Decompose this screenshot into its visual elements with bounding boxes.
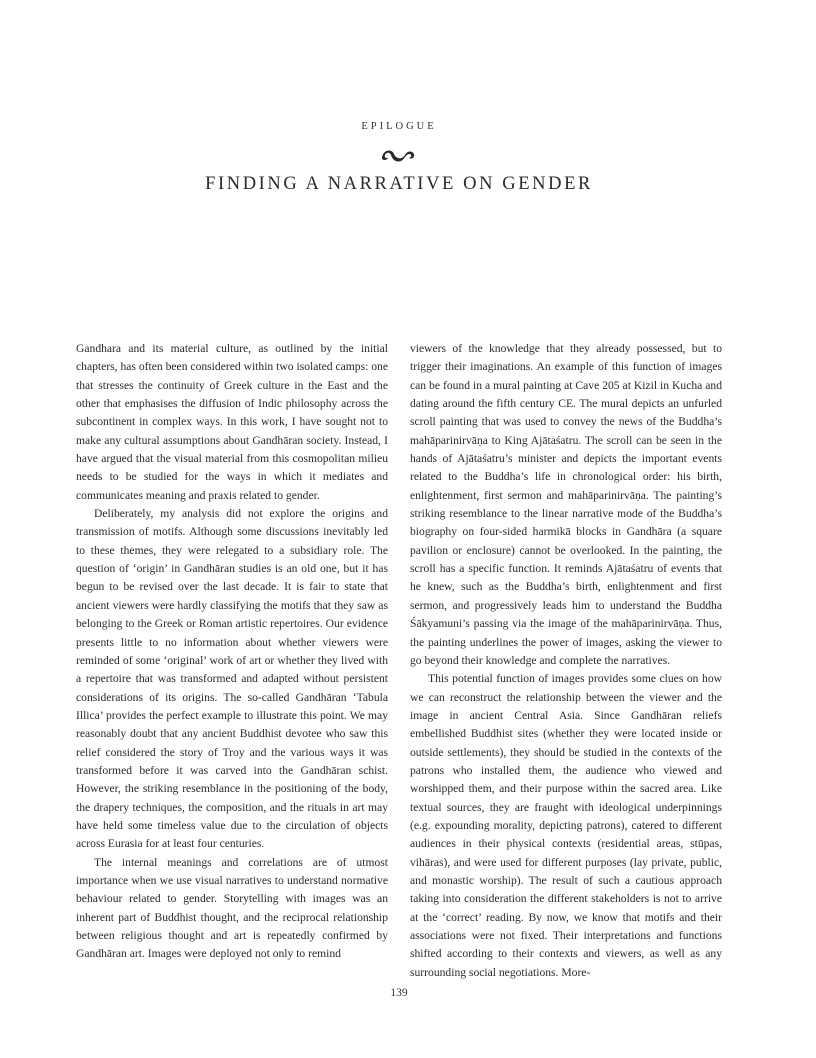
left-text-column xyxy=(76,340,388,964)
paragraph: This potential function of images provides some clues on how we can reconstruct the relationship between the viewer and the image in ancient Central Asia. Since Gandhāran reliefs embellished Buddhist sites (whether they were located inside or outside settlements), they should be studied in the contexts of the patrons who installed them, the audience who viewed and worshipped them, and their purpose within the sacred area. Like textual sources, they are fraught with ideological underpinnings (e.g. expounding morality, depicting patrons), catered to different audiences in their physical contexts (residential areas, stūpas, vihāras), and were used for different purposes (lay private, public, and monastic worship). The result of such a cautious approach taking into consideration the different stakeholders is not to arrive at the ‘correct’ reading. By now, we know that motifs and their associations were not fixed. Their interpretations and functions shifted according to their contexts and viewers, as well as any surrounding social negotiations. More- xyxy=(410,672,722,979)
chapter-title: FINDING A NARRATIVE ON GENDER xyxy=(205,174,593,194)
paragraph: Deliberately, my analysis did not explore the origins and transmission of motifs. Although some discussions inevitably led to these themes, they were relegated to a subsidiary role. The question of ‘origin’ in Gandhāran studies is an old one, but it has begun to be revised over the last decade. It is fair to state that ancient viewers were hardly classifying the motifs that they saw as belonging to the Greek or Roman artistic repertoires. Our evidence presents little to no information about whether viewers were reminded of some ‘original’ work of art or whether they lived with a repertoire that was transformed and adapted without persistent considerations of its origins. The so-called Gandhāran ‘Tabula Illica’ provides the perfect example to illustrate this point. We may reasonably doubt that any ancient Buddhist devotee who saw this relief considered the story of Troy and the various ways it was transformed before it was carved into the Gandhāran schist. However, the striking resemblance in the positioning of the body, the drapery techniques, the composition, and the rituals in art may have held some timeless value due to the circulation of objects across Eurasia for at least four centuries. xyxy=(76,507,388,851)
fleuron-icon xyxy=(378,145,418,165)
page-number: 139 xyxy=(390,987,408,999)
paragraph: The internal meanings and correlations are of utmost importance when we use visual narratives to understand normative behaviour related to gender. Storytelling with images was an inherent part of Buddhist thought, and the reciprocal relationship between religious thought and art is repeatedly confirmed by Gandhāran art. Images were deployed not only to remind xyxy=(76,855,388,961)
paragraph: Gandhara and its material culture, as outlined by the initial chapters, has often been considered within two isolated camps: one that stresses the continuity of Greek culture in the East and the other that emphasises the diffusion of Indic philosophy across the subcontinent in complex ways. In this work, I have sought not to make any cultural assumptions about Gandhāran society. Instead, I have argued that the visual material from this cosmopolitan milieu needs to be studied for the ways in which it mediates and communicates meaning and praxis related to gender. xyxy=(76,342,388,502)
paragraph: viewers of the knowledge that they already possessed, but to trigger their imaginations. An example of this function of images can be found in a mural painting at Cave 205 at Kizil in Kucha and dating around the fifth century CE. The mural depicts an unfurled scroll painting that was used to convey the news of the Buddha’s mahāparinirvāṇa to King Ajātaśatru. The scroll can be seen in the hands of Ajātaśatru’s minister and depicts the important events related to the Buddha’s life in chronological order: his birth, enlightenment, first sermon and mahāparinirvāṇa. The painting’s striking resemblance to the linear narrative mode of the Buddha’s biography on four-sided harmikā blocks in Gandhāra (a square pavilion or enclosure) cannot be overlooked. In the painting, the scroll has a specific function. It reminds Ajātaśatru of events that he knew, such as the Buddha’s birth, enlightenment and first sermon, and progressively leads him to understand the Buddha Śākyamuni’s passing via the image of the mahāparinirvāṇa. Thus, the painting underlines the power of images, asking the viewer to go beyond their knowledge and complete the narratives. xyxy=(410,342,722,667)
right-text-column xyxy=(410,340,722,982)
chapter-label: EPILOGUE xyxy=(361,121,437,132)
